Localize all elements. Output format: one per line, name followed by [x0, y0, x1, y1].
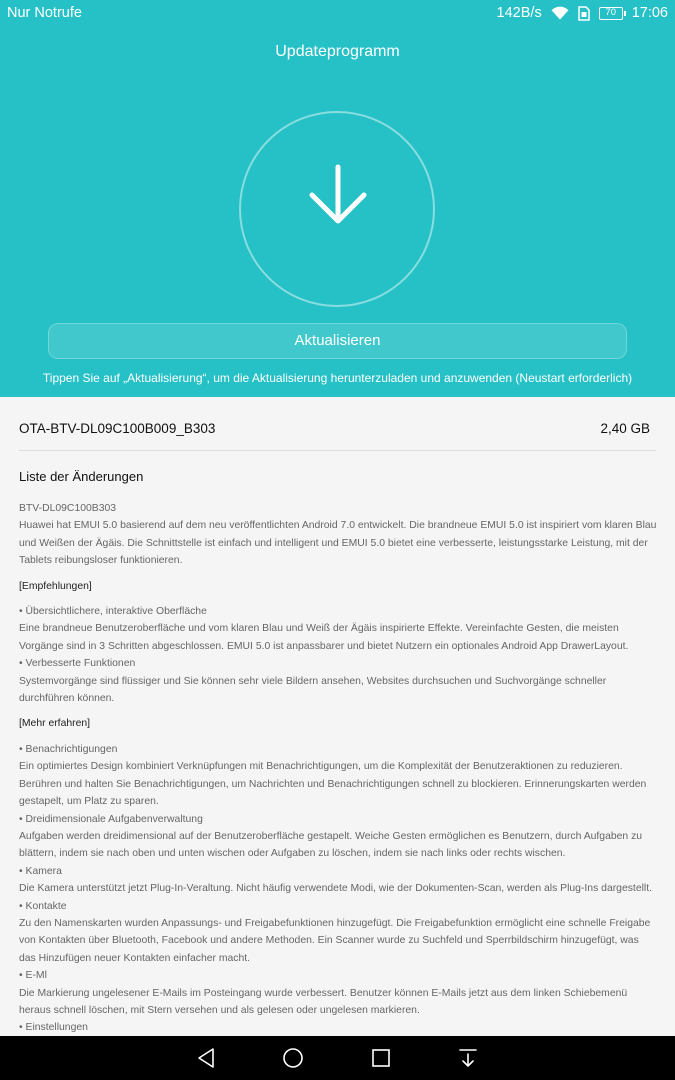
changelog-line: Zu den Namenskarten wurden Anpassungs- und Freigabefunktionen hinzugefügt. Die Freigabefunktion ermöglicht eine schnelle Freigabe von Kontakten über Bluetooth, Facebook und andere Methoden. Ein Scanner wurde zu Suchfeld und Sperrbildschirm hinzugefügt, was das Hinzufügen neuer Kontakten einfacher macht.	[19, 917, 651, 964]
changelog-line: • E-Ml	[19, 970, 47, 982]
home-icon[interactable]	[282, 1047, 306, 1069]
download-circle	[239, 111, 435, 307]
changelog-line: • Einstellungen	[19, 1022, 88, 1034]
wifi-icon	[551, 6, 569, 20]
package-name: OTA-BTV-DL09C100B009_B303	[19, 421, 216, 436]
update-button[interactable]: Aktualisieren	[48, 323, 627, 359]
update-header	[0, 0, 675, 397]
changelog-title: Liste der Änderungen	[19, 469, 144, 484]
changelog-line: Die Markierung ungelesener E-Mails im Posteingang wurde verbessert. Benutzer können E-Mails jetzt aus dem linken Schiebemenü heraus schnell löschen, mit Stern versehen und als gelesen oder ungelesen markieren.	[19, 987, 628, 1016]
changelog-line: Huawei hat EMUI 5.0 basierend auf dem neu veröffentlichten Android 7.0 entwickelt. Die brandneue EMUI 5.0 ist inspiriert vom klaren Blau und Weißen der Ägäis. Die Schnittstelle ist einfach und intelligent und EMUI 5.0 bietet eine verbesserte, leistungsstarke Leistung, mit der Tablets reibungsloser funktionieren.	[19, 520, 657, 567]
status-icons	[497, 5, 668, 21]
changelog-line: • Verbesserte Funktionen	[19, 658, 136, 670]
back-icon[interactable]	[195, 1047, 219, 1069]
recents-icon[interactable]	[370, 1047, 394, 1069]
navigation-bar	[0, 1036, 675, 1080]
changelog-line: Systemvorgänge sind flüssiger und Sie können sehr viele Bildern ansehen, Websites durchsuchen und Suchvorgänge schneller durchführen können.	[19, 675, 607, 705]
notification-pulldown-icon[interactable]	[457, 1047, 481, 1069]
changelog-line: Die Kamera unterstützt jetzt Plug-In-Veraltung. Nicht häufig verwendete Modi, wie der Dokumenten-Scan, werden als Plug-Ins dargestellt.	[19, 883, 652, 895]
changelog-line: Eine brandneue Benutzeroberfläche und vom klaren Blau und Weiß der Ägäis inspirierte Effekte. Vereinfachte Gesten, die meisten Vorgänge sind in 3 Schritten abgeschlossen. EMUI 5.0 ist anpassbarer und bietet Nutzern ein optionales Android App DrawerLayout.	[19, 623, 629, 652]
changelog	[19, 500, 657, 1036]
divider	[19, 450, 656, 451]
package-size: 2,40 GB	[600, 421, 650, 436]
status-bar	[0, 0, 675, 28]
changelog-line: Ein optimiertes Design kombiniert Verknüpfungen mit Benachrichtigungen, um die Komplexität der Benutzeraktionen zu reduzieren. Berühren und halten Sie Benachrichtigungen, um Nachrichten und Benachrichtigungen schnell zu blockieren. Erinnerungskarten werden gestapelt, um Platz zu sparen.	[19, 761, 647, 808]
page-title: Updateprogramm	[275, 43, 400, 60]
changelog-line: • Benachrichtigungen	[19, 743, 118, 755]
battery-icon: 70	[599, 7, 623, 20]
changelog-line: • Übersichtlichere, interaktive Oberfläche	[19, 606, 207, 618]
changelog-line: • Kontakte	[19, 900, 67, 912]
changelog-line: Aufgaben werden dreidimensional auf der Benutzeroberfläche gestapelt. Weiche Gesten ermöglichen es Benutzern, durch Aufgaben zu blättern, indem sie nach oben und unten wischen oder Aufgaben zu löschen, indem sie nach links oder rechts wischen.	[19, 830, 643, 860]
package-row	[19, 421, 656, 451]
update-details	[0, 397, 675, 1036]
sim-card-icon	[578, 6, 590, 21]
changelog-line: • Dreidimensionale Aufgabenverwaltung	[19, 813, 203, 825]
changelog-line: BTV-DL09C100B303	[19, 503, 117, 514]
changelog-line: • Kamera	[19, 865, 62, 877]
network-speed: 142B/s	[496, 5, 542, 21]
changelog-section-heading: [Mehr erfahren]	[19, 718, 91, 730]
update-hint: Tippen Sie auf „Aktualisierung“, um die Aktualisierung herunterzuladen und anzuwenden (Neustart erforderlich)	[42, 371, 633, 385]
clock: 17:06	[631, 5, 668, 21]
changelog-section-heading: [Empfehlungen]	[19, 580, 92, 592]
download-arrow-icon	[306, 163, 370, 227]
carrier-label: Nur Notrufe	[7, 5, 82, 21]
